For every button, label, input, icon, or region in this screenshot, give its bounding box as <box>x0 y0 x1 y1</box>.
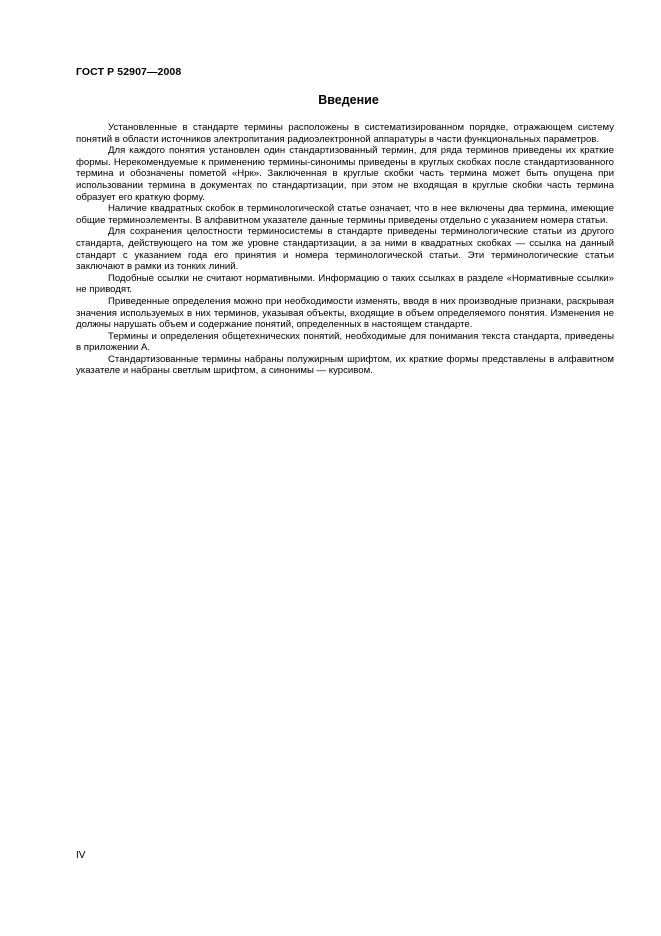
paragraph: Термины и определения общетехнических понятий, необходимые для понимания текста стандарта, приведены в приложении А. <box>76 330 614 354</box>
paragraph: Подобные ссылки не считают нормативными. Информацию о таких ссылках в разделе «Нормативные ссылки» не приводят. <box>76 272 614 296</box>
paragraph: Для каждого понятия установлен один стандартизованный термин, для ряда терминов приведены их краткие формы. Нерекомендуемые к применению термины-синонимы приведены в круглых скобках после стандартизованного термина и обозначены пометой «Нрк». Заключенная в круглые скобки часть термина может быть опущена при использовании термина в документах по стандартизации, при этом не входящая в круглые скобки часть термина образует его краткую форму. <box>76 145 614 203</box>
paragraph: Приведенные определения можно при необходимости изменять, вводя в них производные признаки, раскрывая значения используемых в них терминов, указывая объекты, входящие в объем определяемого понятия. Изменения не должны нарушать объем и содержание понятий, определенных в настоящем стандарте. <box>76 295 614 331</box>
introduction-body <box>76 122 614 377</box>
document-code: ГОСТ Р 52907—2008 <box>76 66 182 78</box>
section-title: Введение <box>318 93 379 107</box>
page-number: IV <box>76 850 86 861</box>
paragraph: Наличие квадратных скобок в терминологической статье означает, что в нее включены два термина, имеющие общие терминоэлементы. В алфавитном указателе данные термины приведены отдельно с указанием номера статьи. <box>76 203 614 226</box>
paragraph: Стандартизованные термины набраны полужирным шрифтом, их краткие формы представлены в алфавитном указателе и набраны светлым шрифтом, а синонимы — курсивом. <box>76 353 614 377</box>
paragraph: Установленные в стандарте термины расположены в систематизированном порядке, отражающем систему понятий в области источников электропитания радиоэлектронной аппаратуры в части функциональных параметров. <box>76 122 614 145</box>
paragraph: Для сохранения целостности терминосистемы в стандарте приведены терминологические статьи из другого стандарта, действующего на том же уровне стандартизации, а за ними в квадратных скобках — ссылка на данный стандарт с указанием года его принятия и номера терминологической статьи. Эти терминологические статьи заключают в рамки из тонких линий. <box>76 226 614 273</box>
